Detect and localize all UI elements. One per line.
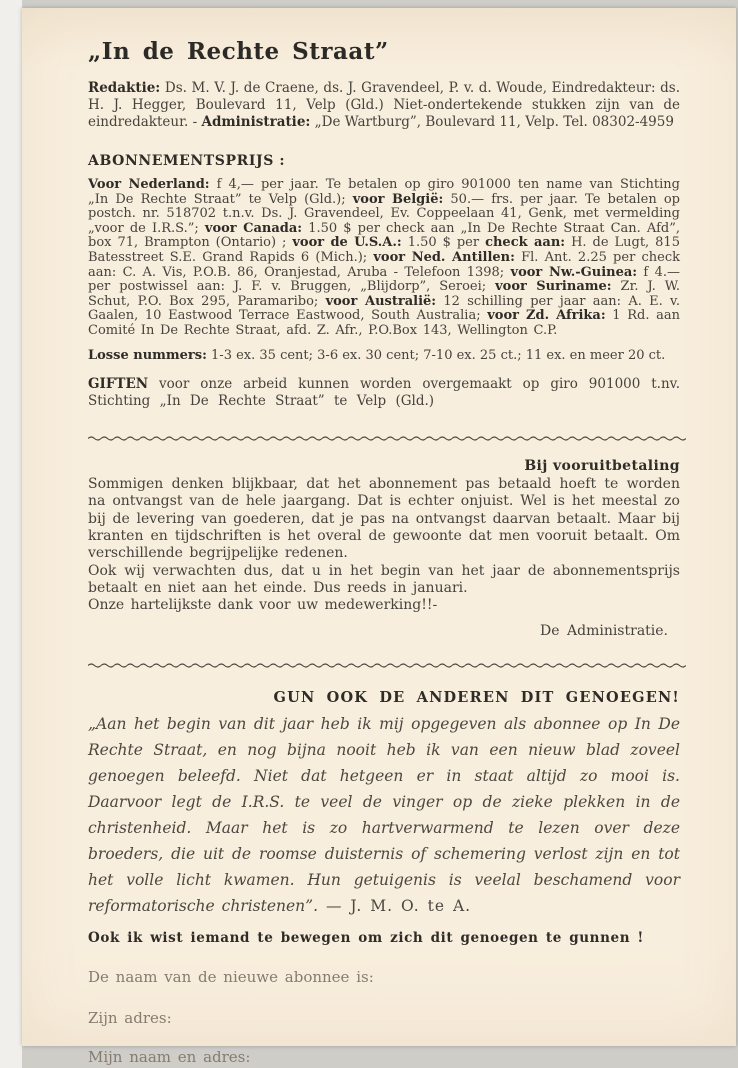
editorial-credits: Redaktie: Ds. M. V. J. de Craene, ds. J. Gravendeel, P. v. d. Woude, Eindredakteur: ds. H. J. Hegger, Boulevard 11, Velp (Gld.) Niet-ondertekende stukken zijn van de eindredakteur. - Administratie: „De Wartburg”, Boulevard 11, Velp. Tel. 08302-4959 (88, 80, 680, 130)
administration-signoff: De Administratie. (540, 622, 668, 639)
page-body (22, 8, 736, 1066)
prepayment-heading: Bij vooruitbetaling (524, 458, 680, 475)
wavy-divider (88, 661, 686, 670)
prepayment-paragraph: Sommigen denken blijkbaar, dat het abonnement pas betaald hoeft te worden na ontvangst van de hele jaargang. Dat is echter onjuist. Wel is het meestal zo bij de levering van goederen, dat je pas na ontvangst daarvan betaalt. Maar bij kranten en tijdschriften is het overal de gewoonte dat men vooruit betaalt. Om verschillende begrijpelijke redenen. (88, 476, 680, 562)
prepayment-paragraph: Onze hartelijkste dank voor uw medewerking!!- (88, 597, 438, 614)
subscription-heading: ABONNEMENTSPRIJS : (88, 153, 286, 169)
gifts-notice: GIFTEN voor onze arbeid kunnen worden overgemaakt op giro 901000 t.nv. Stichting „In De Rechte Straat” te Velp (Gld.) (88, 376, 680, 410)
subscriber-testimonial-quote: „Aan het begin van dit jaar heb ik mij opgegeven als abonnee op In De Rechte Straat, en nog bijna nooit heb ik van een nieuw blad zoveel genoegen beleefd. Niet dat hetgeen er in staat altijd zo mooi is. Daarvoor legt de I.R.S. te veel de vinger op de zieke plekken in de christenheid. Maar het is zo hartverwarmend te lezen over deze broeders, die uit de roomse duisternis of schemering verlost zijn en tot het volle licht kwamen. Hun getuigenis is veelal beschamend voor reformatorische christenen”. — J. M. O. te A. (88, 714, 680, 915)
form-line-subscriber-address: Zijn adres: (88, 1008, 172, 1027)
promo-heading: GUN OOK DE ANDEREN DIT GENOEGEN! (273, 688, 680, 706)
scan-edge-strip (0, 0, 22, 1068)
single-issue-prices: Losse nummers: 1-3 ex. 35 cent; 3-6 ex. 30 cent; 7-10 ex. 25 ct.; 11 ex. en meer 20 ct. (88, 347, 666, 363)
subscription-rates: Voor Nederland: f 4,— per jaar. Te betalen op giro 901000 ten name van Stichting „In De Rechte Straat” te Velp (Gld.); voor België: 50.— frs. per jaar. Te betalen op postch. nr. 518702 t.n.v. Ds. J. Gravendeel, Ev. Coppeelaan 41, Genk, met vermelding „voor de I.R.S.”; voor Canada: 1.50 $ per check aan „In De Rechte Straat Can. Afd”, box 71, Brampton (Ontario) ; voor de U.S.A.: 1.50 $ per check aan: H. de Lugt, 815 Batesstreet S.E. Grand Rapids 6 (Mich.); voor Ned. Antillen: Fl. Ant. 2.25 per check aan: C. A. Vis, P.O.B. 86, Oranjestad, Aruba - Telefoon 1398; voor Nw.-Guinea: f 4.— per postwissel aan: J. F. v. Bruggen, „Blijdorp”, Seroei; voor Suriname: Zr. J. W. Schut, P.O. Box 295, Paramaribo; voor Australië: 12 schilling per jaar aan: A. E. v. Gaalen, 10 Eastwood Terrace Eastwood, South Australia; voor Zd. Afrika: 1 Rd. aan Comité In De Rechte Straat, afd. Z. Afr., P.O.Box 143, Wellington C.P. (88, 177, 681, 338)
wavy-divider (88, 434, 686, 443)
promo-callout: Ook ik wist iemand te bewegen om zich dit genoegen te gunnen ! (88, 929, 644, 946)
page-title: „In de Rechte Straat” (88, 38, 389, 65)
form-line-new-subscriber-name: De naam van de nieuwe abonnee is: (88, 967, 374, 986)
prepayment-paragraph: Ook wij verwachten dus, dat u in het begin van het jaar de abonnementsprijs betaalt en niet aan het einde. Dus reeds in januari. (88, 562, 680, 596)
form-line-own-name-address: Mijn naam en adres: (88, 1047, 251, 1066)
